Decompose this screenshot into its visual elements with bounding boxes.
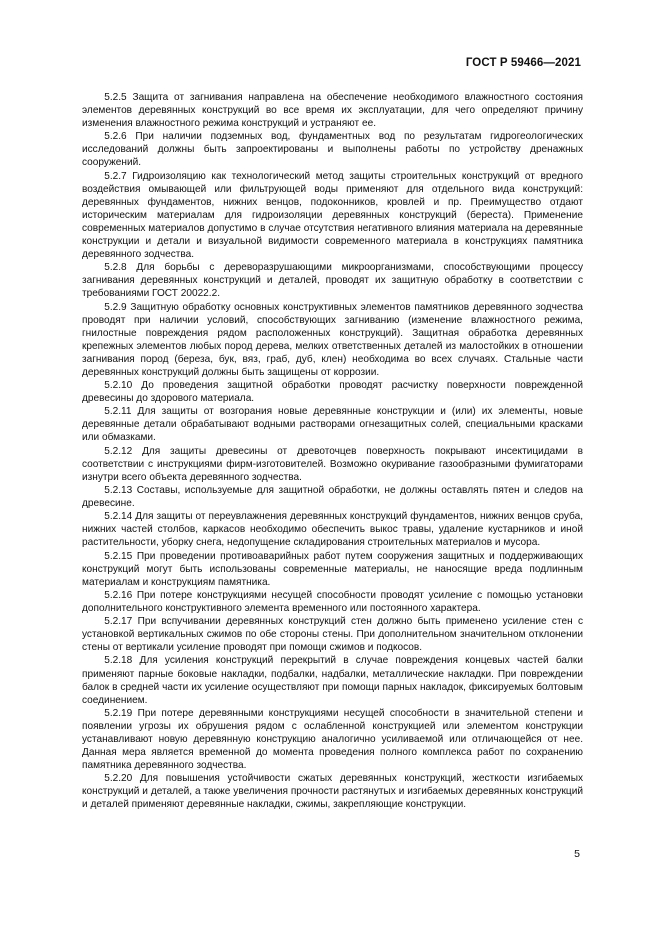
paragraph-5-2-11: 5.2.11 Для защиты от возгорания новые деревянные конструкции и (или) их элементы, новые деревянные детали обрабатывают водными растворами огнезащитных солей, специальными красками или обмазками. (82, 406, 583, 444)
paragraph-5-2-20: 5.2.20 Для повышения устойчивости сжатых деревянных конструкций, жесткости изгибаемых конструкций и деталей, а также увеличения прочности растянутых и изгибаемых деревянных конструкций и деталей применяют деревянные накладки, сжимы, закрепляющие конструкции. (82, 773, 583, 811)
paragraph-5-2-10: 5.2.10 До проведения защитной обработки проводят расчистку поверхности поврежденной древесины до здорового материала. (82, 379, 583, 405)
paragraph-5-2-15: 5.2.15 При проведении противоаварийных работ путем сооружения защитных и поддерживающих конструкций могут быть использованы современные материалы, не наносящие вреда подлинным материалам и конструкциям памятника. (82, 550, 583, 588)
paragraph-5-2-19: 5.2.19 При потере деревянными конструкциями несущей способности в значительной степени и появлении угрозы их обрушения рядом с ослабленной конструкцией или элементом конструкции устанавливают новую деревянную конструкцию аналогично усиливаемой или отличающейся от нее. Данная мера является временной до момента проведения полного комплекса работ по сохранению памятника деревянного зодчества. (82, 707, 583, 772)
paragraph-5-2-5: 5.2.5 Защита от загнивания направлена на обеспечение необходимого влажностного состояния элементов деревянных конструкций во все время их эксплуатации, для чего определяют причину изменения влажностного режима конструкций и устраняют ее. (82, 92, 583, 130)
paragraph-5-2-16: 5.2.16 При потере конструкциями несущей способности проводят усиление с помощью установки дополнительного конструктивного элемента временного или постоянного характера. (82, 589, 583, 614)
paragraph-5-2-9: 5.2.9 Защитную обработку основных конструктивных элементов памятников деревянного зодчества проводят при наличии условий, способствующих загниванию (изменение влажностного режима, гнилостные повреждения рядом расположенных конструкций). Защитная обработка деревянных крепежных элементов любых пород дерева, мелких ответственных деталей из малостойких в отношении загнивания пород (береза, бук, вяз, граб, дуб, клен) необходима во всех случаях. Стальные части деревянных конструкций должны быть защищены от коррозии. (82, 301, 583, 378)
paragraph-5-2-14: 5.2.14 Для защиты от переувлажнения деревянных конструкций фундаментов, нижних венцов сруба, нижних частей столбов, каркасов необходимо обеспечить выкос травы, удаление кустарников и иной растительности, уборку снега, недопущение складирования строительных материалов и мусора. (82, 511, 583, 549)
paragraph-5-2-13: 5.2.13 Составы, используемые для защитной обработки, не должны оставлять пятен и следов на древесине. (82, 484, 583, 509)
document-body (82, 91, 583, 812)
paragraph-5-2-7: 5.2.7 Гидроизоляцию как технологический метод защиты строительных конструкций от вредного воздействия омывающей или фильтрующей воды применяют для отдельного вида конструкций: деревянных фундаментов, нижних венцов, подоконников, кровлей и пр. Преимущество отдают историческим материалам для гидроизоляции деревянных конструкций (береста). Применение современных материалов допустимо в случае отсутствия негативного влияния материала на деревянные конструкции и детали и визуальной видимости современного материала в конструкциях памятника деревянного зодчества. (82, 170, 583, 260)
paragraph-5-2-12: 5.2.12 Для защиты древесины от древоточцев поверхность покрывают инсектицидами в соответствии с инструкциями фирм-изготовителей. Возможно окуривание газообразными фумигаторами изнутри всего объекта деревянного зодчества. (82, 445, 583, 483)
paragraph-5-2-8: 5.2.8 Для борьбы с дереворазрушающими микроорганизмами, способствующими процессу загнивания деревянных конструкций и деталей, проводят их защитную обработку в соответствии с требованиями ГОСТ 20022.2. (82, 262, 583, 300)
standard-designation: ГОСТ Р 59466—2021 (465, 57, 581, 69)
paragraph-5-2-6: 5.2.6 При наличии подземных вод, фундаментных вод по результатам гидрогеологических исследований должны быть запроектированы и выполнены работы по устройству дренажных сооружений. (82, 131, 583, 169)
page-number: 5 (574, 848, 580, 860)
paragraph-5-2-17: 5.2.17 При вспучивании деревянных конструкций стен должно быть применено усиление стен с установкой вертикальных сжимов по обе стороны стены. При дополнительном значительном отклонении стены от вертикали усиление проводят при помощи сжимов и подкосов. (82, 616, 583, 654)
paragraph-5-2-18: 5.2.18 Для усиления конструкций перекрытий в случае повреждения концевых частей балки применяют парные боковые накладки, подбалки, надбалки, металлические накладки. При повреждении балок в средней части их усиление осуществляют при помощи парных накладок, фиксируемых болтовым соединением. (82, 655, 583, 706)
